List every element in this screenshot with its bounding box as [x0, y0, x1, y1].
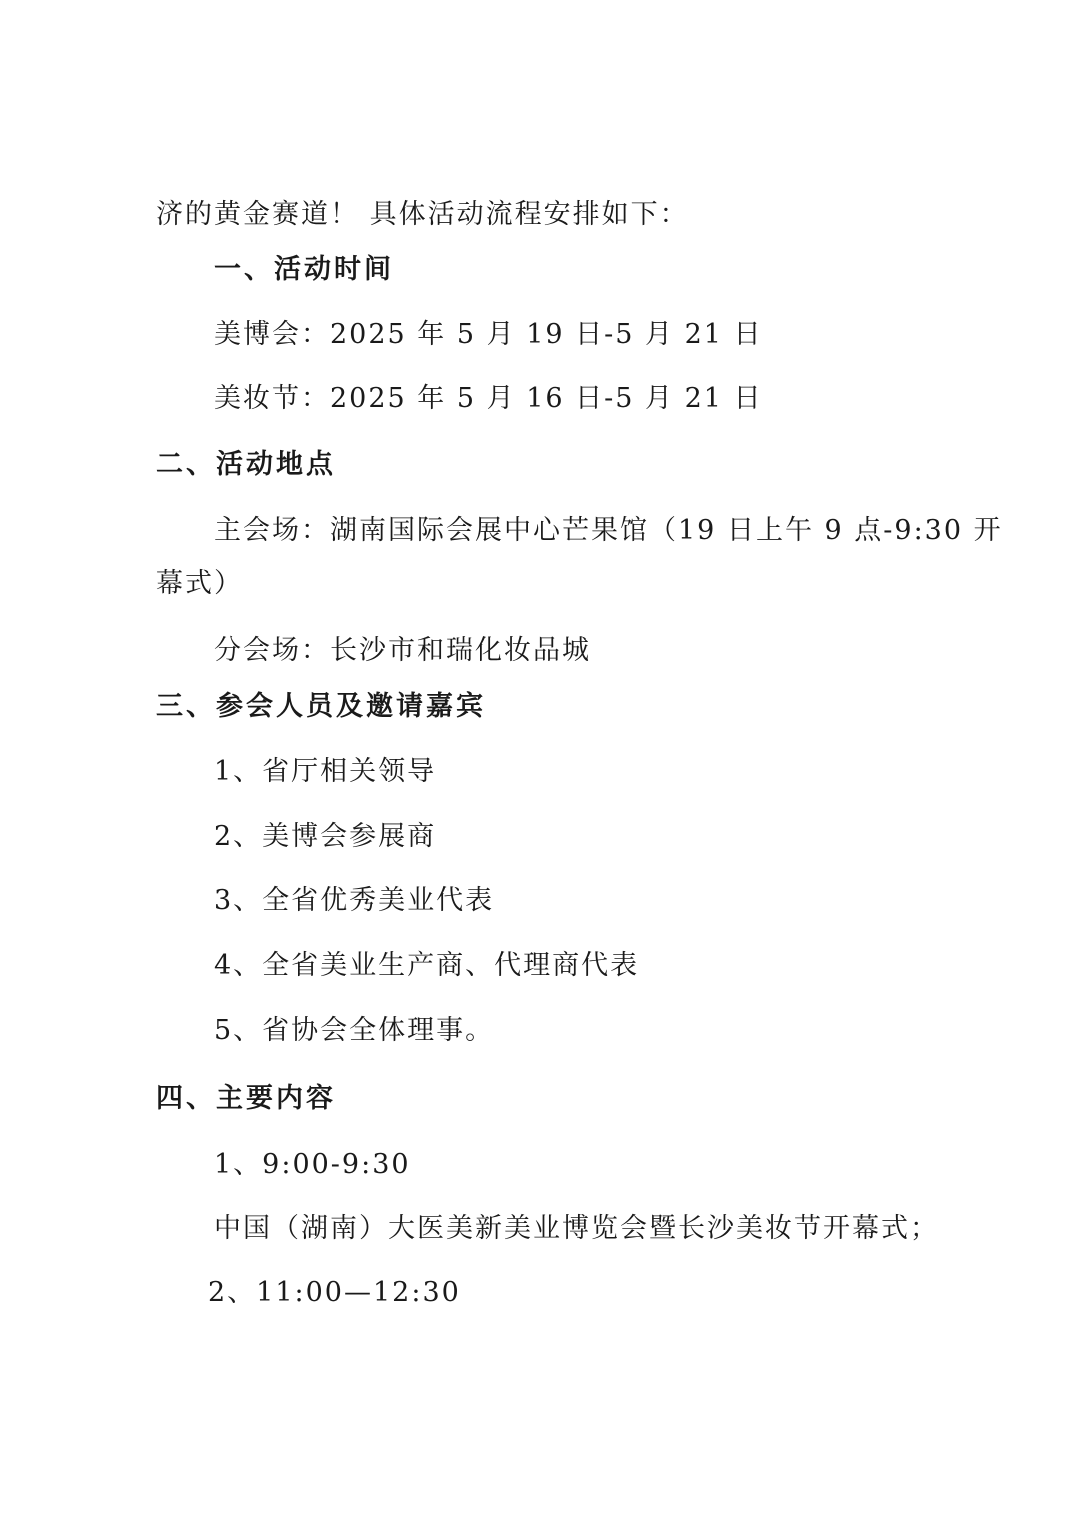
content-item-time: 1、9:00-9:30 — [214, 1149, 411, 1180]
venue-main-continued: 幕式） — [156, 568, 243, 599]
content-item-time: 2、11:00—12:30 — [208, 1277, 461, 1308]
attendee-item: 4、全省美业生产商、代理商代表 — [214, 950, 640, 981]
section-heading-attendees: 三、参会人员及邀请嘉宾 — [156, 691, 486, 722]
venue-branch: 分会场：长沙市和瑞化妆品城 — [214, 635, 591, 666]
intro-tail-text: 济的黄金赛道！ 具体活动流程安排如下： — [156, 199, 689, 230]
section-heading-time: 一、活动时间 — [214, 254, 394, 285]
attendee-item: 1、省厅相关领导 — [214, 756, 437, 787]
section-heading-venue: 二、活动地点 — [156, 449, 336, 480]
time-expo: 美博会：2025 年 5 月 19 日-5 月 21 日 — [214, 319, 763, 350]
content-item-description: 中国（湖南）大医美新美业博览会暨长沙美妆节开幕式； — [214, 1213, 939, 1244]
section-heading-content: 四、主要内容 — [156, 1083, 336, 1114]
attendee-item: 2、美博会参展商 — [214, 821, 437, 852]
time-makeup-festival: 美妆节：2025 年 5 月 16 日-5 月 21 日 — [214, 383, 763, 414]
venue-main: 主会场：湖南国际会展中心芒果馆（19 日上午 9 点-9:30 开 — [214, 515, 1003, 546]
attendee-item: 3、全省优秀美业代表 — [214, 885, 495, 916]
attendee-item: 5、省协会全体理事。 — [214, 1015, 495, 1046]
